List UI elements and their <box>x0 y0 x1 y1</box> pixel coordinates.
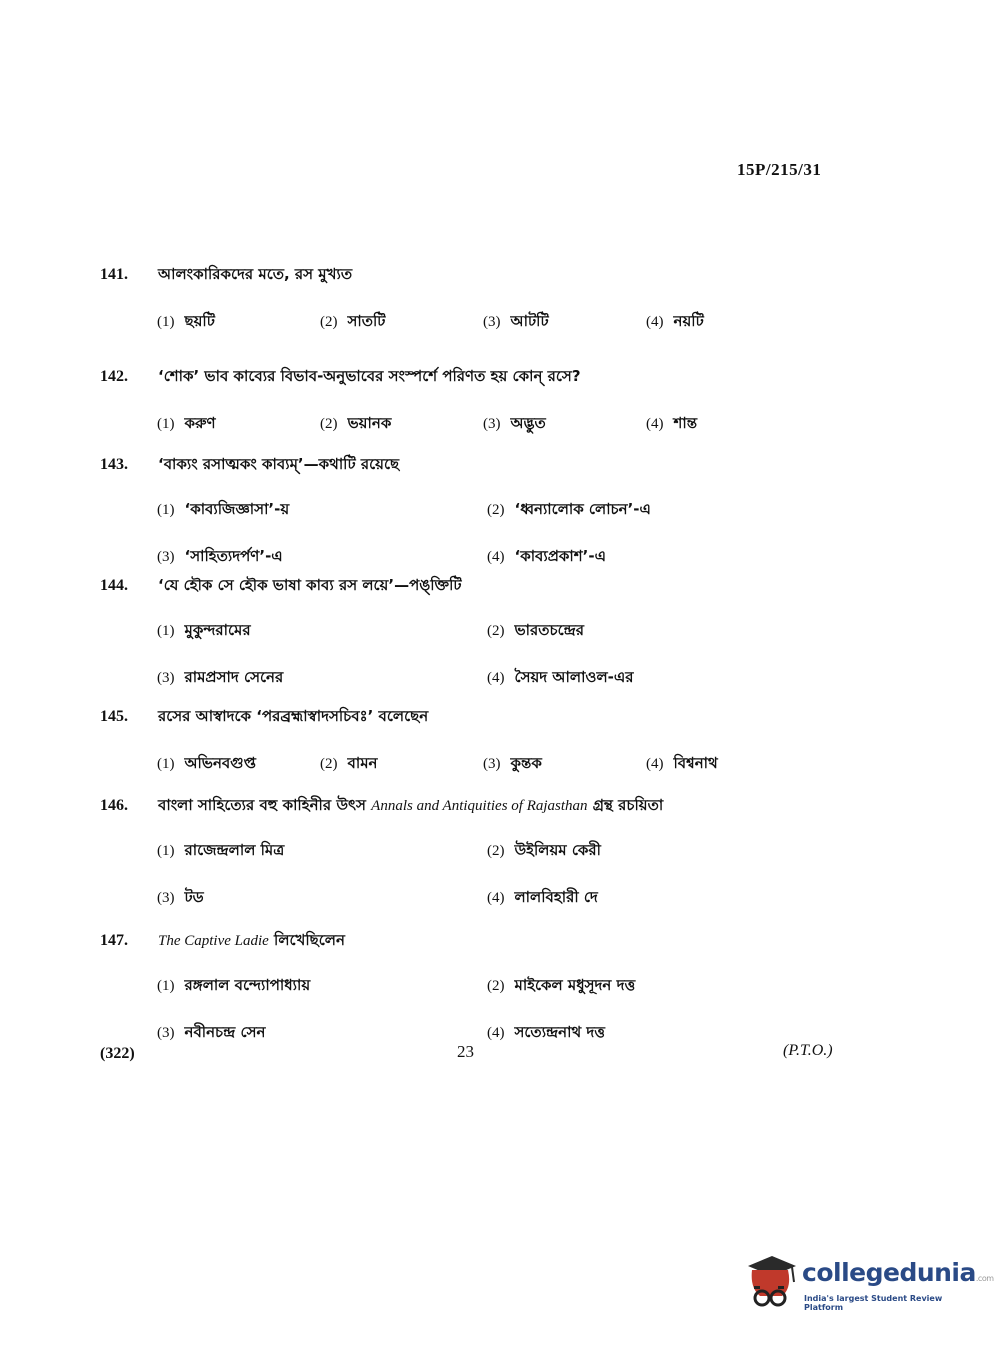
question-141 <box>100 263 900 335</box>
option-4: (4) লালবিহারী দে <box>487 888 598 906</box>
question-number: 146. <box>100 797 128 814</box>
option-4: (4) সত্যেন্দ্রনাথ দত্ত <box>487 1023 606 1041</box>
option-4: (4) নয়টি <box>646 312 704 330</box>
mascot-icon <box>742 1252 800 1312</box>
option-1: (1) ছয়টি <box>157 312 215 330</box>
question-text: আলংকারিকদের মতে, রস মুখ্যত <box>158 265 353 283</box>
question-147 <box>100 929 900 1046</box>
option-2: (2) ভারতচন্দ্রের <box>487 621 585 639</box>
option-1: (1) মুকুন্দরামের <box>157 621 251 639</box>
question-145 <box>100 705 900 777</box>
question-146 <box>100 794 900 911</box>
option-4: (4) ‘কাব্যপ্রকাশ’-এ <box>487 547 606 565</box>
question-144 <box>100 574 900 691</box>
question-text: ‘বাক্যং রসাত্মকং কাব্যম্’—কথাটি রয়েছে <box>158 455 400 473</box>
option-3: (3) কুন্তক <box>483 754 542 772</box>
option-4: (4) সৈয়দ আলাওল-এর <box>487 668 634 686</box>
option-3: (3) অদ্ভুত <box>483 414 546 432</box>
question-text: ‘যে হৌক সে হৌক ভাষা কাব্য রস লয়ে’—পঙ্‌ক্তিটি <box>158 576 462 594</box>
option-3: (3) রামপ্রসাদ সেনের <box>157 668 284 686</box>
book-title: The Captive Ladie <box>158 933 269 949</box>
question-number: 144. <box>100 577 128 594</box>
question-143 <box>100 453 900 570</box>
logo-tagline: India's largest Student Review Platform <box>804 1294 943 1312</box>
question-text: ‘শোক’ ভাব কাব্যের বিভাব-অনুভাবের সংস্পর্শে পরিণত হয় কোন্ রসে? <box>158 367 581 385</box>
question-number: 143. <box>100 456 128 473</box>
option-3: (3) নবীনচন্দ্র সেন <box>157 1023 266 1041</box>
option-1: (1) করুণ <box>157 414 216 432</box>
pto-note: (P.T.O.) <box>783 1042 833 1059</box>
question-number: 145. <box>100 708 128 725</box>
option-1: (1) অভিনবগুপ্ত <box>157 754 256 772</box>
option-2: (2) সাতটি <box>320 312 386 330</box>
option-2: (2) উইলিয়ম কেরী <box>487 841 601 859</box>
option-3: (3) টড <box>157 888 204 906</box>
option-2: (2) ‘ধ্বন্যালোক লোচন’-এ <box>487 500 651 518</box>
question-number: 142. <box>100 368 128 385</box>
option-1: (1) রাজেন্দ্রলাল মিত্র <box>157 841 285 859</box>
page-number: 23 <box>457 1042 474 1061</box>
option-2: (2) মাইকেল মধুসূদন দত্ত <box>487 976 636 994</box>
option-2: (2) বামন <box>320 754 378 772</box>
option-4: (4) শান্ত <box>646 414 698 432</box>
paper-code: 15P/215/31 <box>737 160 822 179</box>
booklet-code: (322) <box>100 1045 135 1062</box>
option-2: (2) ভয়ানক <box>320 414 392 432</box>
book-title: Annals and Antiquities of Rajasthan <box>371 798 588 814</box>
question-text: বাংলা সাহিত্যের বহু কাহিনীর উৎস Annals and Antiquities of Rajasthan গ্রন্থ রচয়িতা <box>158 796 664 814</box>
option-4: (4) বিশ্বনাথ <box>646 754 718 772</box>
option-3: (3) আটটি <box>483 312 549 330</box>
logo-wordmark: collegedunia.com <box>802 1258 994 1287</box>
question-number: 141. <box>100 266 128 283</box>
question-142 <box>100 365 900 437</box>
option-1: (1) ‘কাব্যজিজ্ঞাসা’-য় <box>157 500 290 518</box>
collegedunia-logo <box>742 1252 994 1312</box>
option-1: (1) রঙ্গলাল বন্দ্যোপাধ্যায় <box>157 976 311 994</box>
option-3: (3) ‘সাহিত্যদর্পণ’-এ <box>157 547 283 565</box>
question-text: The Captive Ladie লিখেছিলেন <box>158 931 345 949</box>
question-text: রসের আস্বাদকে ‘পরব্রহ্মাস্বাদসচিবঃ’ বলেছেন <box>158 707 429 725</box>
question-number: 147. <box>100 932 128 949</box>
